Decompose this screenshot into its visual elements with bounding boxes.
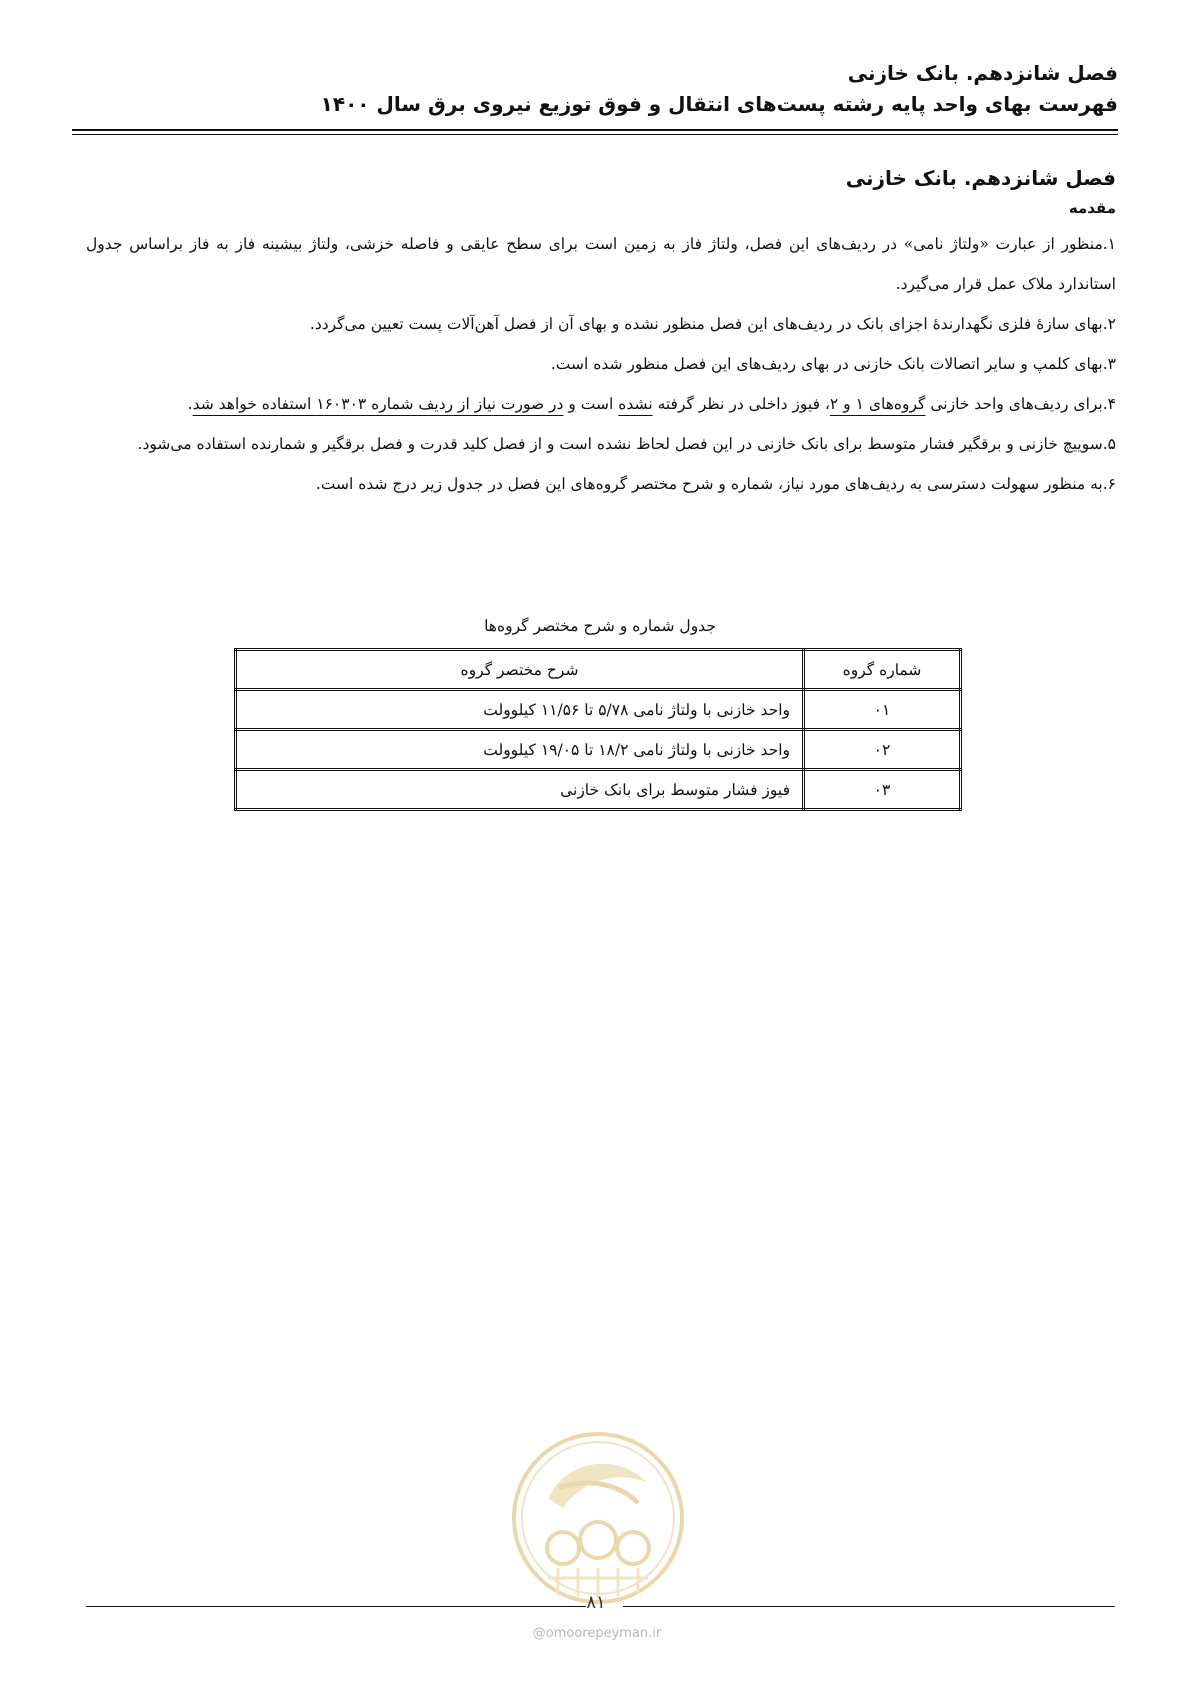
item4-text-c: ، فیوز داخلی در نظر گرفته (652, 395, 830, 413)
intro-heading: مقدمه (1068, 199, 1116, 217)
footer-rule-left (86, 1606, 586, 1607)
intro-item-3: ۳.بهای کلمپ و سایر اتصالات بانک خازنی در بهای ردیف‌های این فصل منظور شده است. (550, 355, 1116, 373)
item4-text-a: ۴.برای ردیف‌های واحد خازنی (925, 395, 1116, 413)
site-watermark-text: @omoorepeyman.ir (532, 1626, 662, 1641)
table-row (236, 730, 961, 770)
header-catalog-title: فهرست بهای واحد پایه رشته پست‌های انتقال و فوق توزیع نیروی برق سال ۱۴۰۰ (320, 92, 1118, 116)
page-header (72, 58, 1118, 120)
table-caption: جدول شماره و شرح مختصر گروه‌ها (484, 617, 716, 635)
page-number: ۸۱ (586, 1592, 606, 1613)
footer-rule-right (623, 1606, 1115, 1607)
table-row (236, 690, 961, 730)
header-group-number: شماره گروه (804, 650, 961, 690)
header-chapter: فصل شانزدهم. بانک خازنی (847, 61, 1118, 85)
page-body (86, 162, 1116, 504)
item4-text-g: . (187, 395, 193, 413)
intro-item-4 (86, 384, 1116, 424)
group-description-cell: واحد خازنی با ولتاژ نامی ۵/۷۸ تا ۱۱/۵۶ کیلوولت (236, 690, 804, 730)
watermark-seal-icon (508, 1428, 688, 1608)
item4-underlined-reference: در صورت نیاز از ردیف شماره ۱۶۰۳۰۳ استفاده خواهد شد (192, 395, 564, 413)
item4-underlined-not: نشده (618, 395, 653, 413)
group-number-cell: ۰۱ (804, 690, 961, 730)
intro-item-2: ۲.بهای سازهٔ فلزی نگهدارندهٔ اجزای بانک در ردیف‌های این فصل منظور نشده و بهای آن از فصل آهن‌آلات پست تعیین می‌گردد. (309, 315, 1116, 333)
table-row (236, 770, 961, 810)
section-title: فصل شانزدهم. بانک خازنی (845, 166, 1116, 190)
intro-item-1: ۱.منظور از عبارت «ولتاژ نامی» در ردیف‌های این فصل، ولتاژ فاز به زمین است برای سطح عایقی و فاصله خزشی، ولتاژ بیشینه فاز به فاز براساس جدول استاندارد ملاک عمل قرار می‌گیرد. (86, 235, 1116, 293)
group-description-cell: فیوز فشار متوسط برای بانک خازنی (236, 770, 804, 810)
intro-item-5: ۵.سوییچ خازنی و برقگیر فشار متوسط برای بانک خازنی در این فصل لحاظ نشده است و از فصل کلید قدرت و فصل برقگیر و شمارنده استفاده می‌شود. (137, 435, 1116, 453)
group-number-cell: ۰۲ (804, 730, 961, 770)
groups-table (234, 648, 962, 811)
header-rule-thick (72, 129, 1118, 131)
item4-underlined-groups: گروه‌های ۱ و ۲ (829, 395, 926, 413)
item4-text-e: است و (563, 395, 619, 413)
group-number-cell: ۰۳ (804, 770, 961, 810)
header-group-description: شرح مختصر گروه (236, 650, 804, 690)
table-header-row (236, 650, 961, 690)
intro-item-6: ۶.به منظور سهولت دسترسی به ردیف‌های مورد نیاز، شماره و شرح مختصر گروه‌های این فصل در جدول زیر درج شده است. (315, 475, 1116, 493)
header-rule-thin (72, 134, 1118, 135)
group-description-cell: واحد خازنی با ولتاژ نامی ۱۸/۲ تا ۱۹/۰۵ کیلوولت (236, 730, 804, 770)
